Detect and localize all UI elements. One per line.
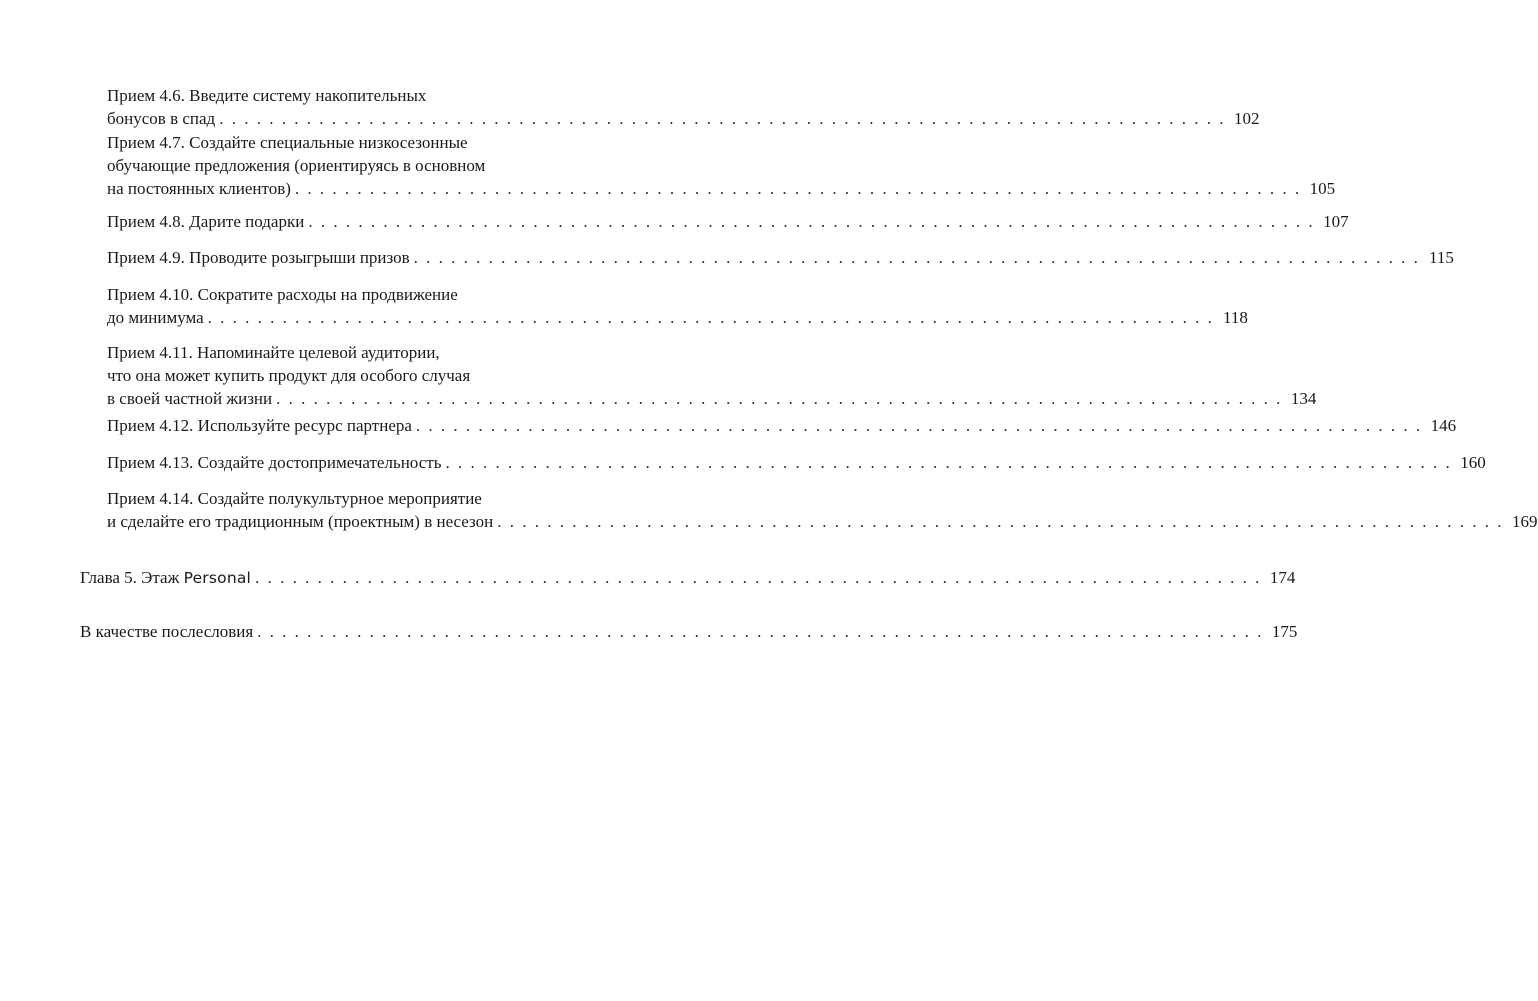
toc-entry-text: Прием 4.14. Создайте полукультурное мероприятие	[107, 489, 482, 508]
dot-leader: . . . . . . . . . . . . . . . . . . . . . . . . . . . . . . . . . . . . . . . . . . . . . . . . . . . . . . . . . . . . . . . . . . . . . . . . . . . . . . . . .	[308, 212, 1315, 231]
toc-entry-text: Прием 4.10. Сократите расходы на продвижение	[107, 285, 458, 304]
toc-entry-text: и сделайте его традиционным (проектным) в несезон	[107, 512, 494, 531]
page-number: 115	[1429, 248, 1454, 267]
toc-entry-text: Прием 4.9. Проводите розыгрыши призов	[107, 248, 410, 267]
page-number: 118	[1223, 308, 1248, 327]
page-number: 160	[1460, 453, 1486, 472]
page-number: 146	[1430, 416, 1457, 435]
toc-chapter-5[interactable]	[80, 566, 1296, 590]
page-number: 105	[1309, 179, 1336, 198]
page-number: 175	[1271, 622, 1298, 641]
toc-entry-text: бонусов в спад	[107, 109, 216, 128]
toc-entry-text: Прием 4.11. Напоминайте целевой аудитории,	[107, 343, 440, 362]
page-number: 107	[1323, 212, 1349, 231]
toc-entry-4-10[interactable]	[107, 283, 1248, 329]
toc-entry-4-8[interactable]	[107, 210, 1349, 233]
toc-entry-text: Прием 4.13. Создайте достопримечательность	[107, 453, 442, 472]
dot-leader: . . . . . . . . . . . . . . . . . . . . . . . . . . . . . . . . . . . . . . . . . . . . . . . . . . . . . . . . . . . . . . . . . . . . . . . . . . . . . . . . .	[255, 568, 1262, 587]
toc-entry-4-12[interactable]	[107, 414, 1457, 437]
toc-entry-text: до минимума	[107, 308, 204, 327]
toc-entry-4-9[interactable]	[107, 246, 1454, 269]
dot-leader: . . . . . . . . . . . . . . . . . . . . . . . . . . . . . . . . . . . . . . . . . . . . . . . . . . . . . . . . . . . . . . . . . . . . . . . . . . . . . . . . .	[257, 622, 1264, 641]
dot-leader: . . . . . . . . . . . . . . . . . . . . . . . . . . . . . . . . . . . . . . . . . . . . . . . . . . . . . . . . . . . . . . . . . . . . . . . . . . . . . . . . .	[207, 308, 1214, 327]
toc-entry-4-11[interactable]	[107, 341, 1317, 410]
page-number: 134	[1290, 389, 1317, 408]
page-number: 174	[1269, 568, 1296, 587]
dot-leader: . . . . . . . . . . . . . . . . . . . . . . . . . . . . . . . . . . . . . . . . . . . . . . . . . . . . . . . . . . . . . . . . . . . . . . . . . . . . . . . . .	[294, 179, 1302, 198]
toc-entry-text: Прием 4.6. Введите систему накопительных	[107, 86, 427, 105]
dot-leader: . . . . . . . . . . . . . . . . . . . . . . . . . . . . . . . . . . . . . . . . . . . . . . . . . . . . . . . . . . . . . . . . . . . . . . . . . . . . . . . . .	[497, 512, 1504, 531]
dot-leader: . . . . . . . . . . . . . . . . . . . . . . . . . . . . . . . . . . . . . . . . . . . . . . . . . . . . . . . . . . . . . . . . . . . . . . . . . . . . . . . . .	[219, 109, 1226, 128]
toc-entry-text: что она может купить продукт для особого случая	[107, 366, 471, 385]
toc-entry-text: в своей частной жизни	[107, 389, 273, 408]
toc-entry-text: Прием 4.7. Создайте специальные низкосезонные	[107, 133, 468, 152]
toc-afterword[interactable]	[80, 620, 1298, 643]
toc-entry-4-7[interactable]	[107, 131, 1336, 200]
dot-leader: . . . . . . . . . . . . . . . . . . . . . . . . . . . . . . . . . . . . . . . . . . . . . . . . . . . . . . . . . . . . . . . . . . . . . . . . . . . . . . . . .	[415, 416, 1423, 435]
toc-entry-4-13[interactable]	[107, 451, 1486, 474]
page-number: 102	[1233, 109, 1260, 128]
page-number: 169	[1512, 512, 1538, 531]
chapter-title	[80, 566, 251, 590]
dot-leader: . . . . . . . . . . . . . . . . . . . . . . . . . . . . . . . . . . . . . . . . . . . . . . . . . . . . . . . . . . . . . . . . . . . . . . . . . . . . . . . . .	[445, 453, 1452, 472]
toc-entry-4-6[interactable]	[107, 84, 1260, 130]
chapter-title-prefix: Глава 5. Этаж	[80, 568, 184, 587]
toc-entry-text: Прием 4.12. Используйте ресурс партнера	[107, 416, 412, 435]
afterword-title: В качестве послесловия	[80, 622, 254, 641]
chapter-title-personal: Personal	[183, 569, 252, 587]
toc-entry-4-14[interactable]	[107, 487, 1538, 533]
dot-leader: . . . . . . . . . . . . . . . . . . . . . . . . . . . . . . . . . . . . . . . . . . . . . . . . . . . . . . . . . . . . . . . . . . . . . . . . . . . . . . . . .	[413, 248, 1420, 267]
toc-entry-text: на постоянных клиентов)	[107, 179, 291, 198]
dot-leader: . . . . . . . . . . . . . . . . . . . . . . . . . . . . . . . . . . . . . . . . . . . . . . . . . . . . . . . . . . . . . . . . . . . . . . . . . . . . . . . . .	[276, 389, 1283, 408]
toc-entry-text: обучающие предложения (ориентируясь в основном	[107, 156, 486, 175]
toc-entry-text: Прием 4.8. Дарите подарки	[107, 212, 305, 231]
